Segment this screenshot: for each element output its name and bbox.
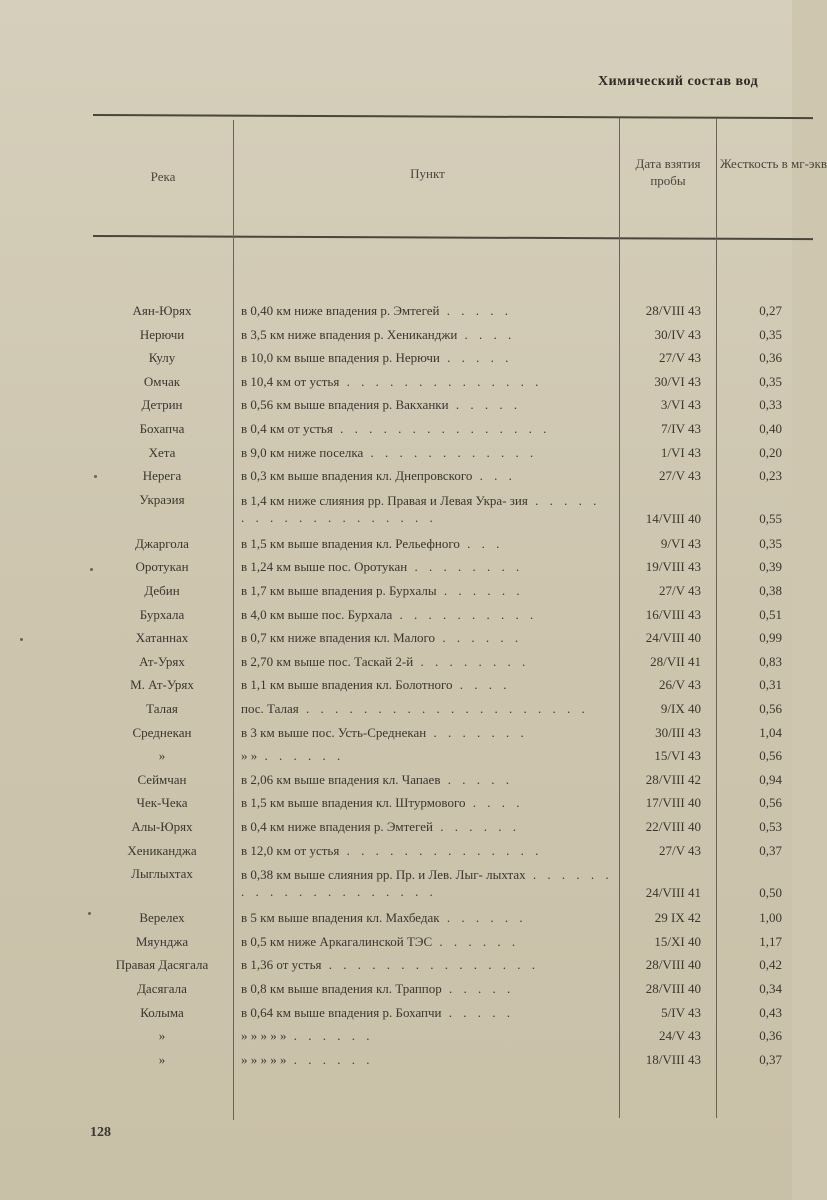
leader-dots: . . . . . . . . . . . . . . bbox=[339, 373, 543, 389]
cell-date: 18/VIII 43 bbox=[645, 1051, 701, 1067]
cell-point-text: в 1,36 от устья bbox=[241, 957, 322, 973]
cell-river: Верелех bbox=[139, 910, 185, 926]
table-row bbox=[0, 607, 792, 630]
cell-hardness: 0,33 bbox=[759, 397, 782, 413]
cell-hardness: 0,40 bbox=[759, 421, 782, 436]
leader-dots: . . . . . . bbox=[439, 910, 527, 926]
cell-point bbox=[241, 492, 613, 526]
cell-hardness: 0,31 bbox=[759, 677, 782, 693]
table-row bbox=[0, 536, 792, 559]
cell-point bbox=[241, 772, 613, 788]
cell-point bbox=[241, 374, 613, 390]
cell-point-text: » » » » » bbox=[241, 1028, 287, 1044]
leader-dots: . . . bbox=[459, 535, 504, 551]
cell-date: 7/IV 43 bbox=[661, 421, 701, 436]
cell-hardness: 0,42 bbox=[759, 957, 782, 973]
leader-dots: . . . . bbox=[457, 326, 516, 342]
cell-hardness: 0,51 bbox=[759, 606, 782, 622]
cell-river: Сеймчан bbox=[137, 771, 187, 787]
cell-point bbox=[241, 957, 613, 973]
leader-dots: . . . . . . bbox=[286, 1028, 374, 1044]
cell-point bbox=[241, 1005, 613, 1021]
cell-point-text: в 0,40 км ниже впадения р. Эмтегей bbox=[241, 303, 440, 318]
table-row bbox=[0, 1005, 792, 1028]
cell-point bbox=[241, 795, 613, 811]
cell-point-text: пос. Талая bbox=[241, 701, 299, 716]
cell-point-text: в 1,4 км ниже слияния рр. Правая и Левая Укра- зия bbox=[241, 492, 528, 508]
cell-point-text: в 0,3 км выше впадения кл. Днепровского bbox=[241, 468, 473, 484]
cell-date: 1/VI 43 bbox=[660, 444, 701, 460]
cell-hardness: 0,23 bbox=[759, 468, 782, 484]
table-row bbox=[0, 910, 792, 933]
running-title: Химический состав вод bbox=[598, 74, 759, 89]
leader-dots: . . . . . bbox=[440, 771, 513, 787]
cell-hardness: 0,56 bbox=[759, 748, 782, 764]
cell-point-text: в 2,06 км выше впадения кл. Чапаев bbox=[241, 771, 441, 787]
cell-date: 24/VIII 40 bbox=[645, 630, 701, 646]
cell-date: 28/VIII 40 bbox=[645, 957, 701, 973]
table-row bbox=[0, 866, 792, 908]
leader-dots: . . . . . . . . . . . . . . . . . . . . bbox=[241, 867, 613, 900]
leader-dots: . . . . . . bbox=[432, 819, 520, 834]
cell-point bbox=[241, 559, 613, 575]
table-row bbox=[0, 748, 792, 771]
table-row bbox=[0, 583, 792, 606]
leader-dots: . . . . . . . . . . . . . . . . . . . bbox=[241, 492, 601, 525]
leader-dots: . . . bbox=[472, 468, 516, 484]
cell-point bbox=[241, 607, 613, 623]
cell-river: Колыма bbox=[140, 1004, 184, 1020]
cell-river: Среднекан bbox=[132, 724, 192, 740]
leader-dots: . . . . bbox=[465, 795, 524, 811]
leader-dots: . . . . . bbox=[448, 397, 522, 413]
cell-point bbox=[241, 748, 613, 764]
cell-point-text: в 0,5 км ниже Аркагалинской ТЭС bbox=[241, 933, 433, 949]
cell-river: Кулу bbox=[148, 350, 176, 366]
cell-river: Ат-Урях bbox=[139, 653, 185, 669]
leader-dots: . . . . . . . . . . . . bbox=[363, 444, 538, 460]
cell-river: Мяунджа bbox=[135, 933, 189, 949]
cell-point bbox=[241, 934, 613, 950]
cell-date: 27/V 43 bbox=[658, 468, 701, 484]
table-row bbox=[0, 350, 792, 373]
cell-date: 5/IV 43 bbox=[661, 1004, 701, 1020]
cell-point bbox=[241, 981, 613, 997]
cell-date: 3/VI 43 bbox=[660, 397, 701, 413]
cell-point bbox=[241, 843, 613, 859]
cell-hardness: 0,34 bbox=[759, 981, 782, 996]
leader-dots: . . . . bbox=[452, 677, 511, 693]
cell-date: 28/VII 41 bbox=[650, 653, 701, 669]
cell-point-text: в 4,0 км выше пос. Бурхала bbox=[241, 606, 393, 622]
header-river: Река bbox=[150, 169, 176, 184]
print-speck bbox=[90, 568, 93, 571]
cell-river: Джаргола bbox=[135, 535, 189, 551]
leader-dots: . . . . . bbox=[441, 981, 515, 996]
table-row bbox=[0, 957, 792, 980]
cell-point-text: в 12,0 км от устья bbox=[241, 842, 340, 858]
leader-dots: . . . . . bbox=[439, 350, 513, 366]
cell-river: Нерючи bbox=[139, 326, 185, 342]
table-row bbox=[0, 327, 792, 350]
cell-river: Дасягала bbox=[137, 981, 187, 996]
leader-dots: . . . . . . . bbox=[426, 724, 528, 740]
cell-point bbox=[241, 350, 613, 366]
cell-hardness: 0,53 bbox=[759, 819, 782, 834]
header-hardness: Жесткость в мг-экв bbox=[720, 156, 827, 171]
page-number: 128 bbox=[90, 1125, 111, 1140]
cell-river: Алы-Юрях bbox=[131, 819, 193, 834]
cell-river: Лыглыхтах bbox=[131, 866, 193, 882]
leader-dots: . . . . . . bbox=[435, 630, 523, 646]
cell-river: Украэия bbox=[139, 491, 185, 507]
table-row bbox=[0, 934, 792, 957]
cell-point-text: в 0,7 км ниже впадения кл. Малого bbox=[241, 630, 436, 646]
cell-point-text: в 1,1 км выше впадения кл. Болотного bbox=[241, 677, 453, 693]
cell-date: 26/V 43 bbox=[658, 677, 701, 693]
cell-date: 9/VI 43 bbox=[660, 535, 701, 551]
cell-river: Нерега bbox=[142, 468, 182, 484]
table-top-rule bbox=[93, 114, 813, 119]
cell-point-text: в 3 км выше пос. Усть-Среднекан bbox=[241, 724, 427, 740]
cell-hardness: 0,36 bbox=[759, 1028, 782, 1044]
cell-date: 14/VIII 40 bbox=[645, 510, 701, 526]
cell-point bbox=[241, 654, 613, 670]
leader-dots: . . . . . . . . . . . . . . bbox=[339, 842, 543, 858]
cell-date: 19/VIII 43 bbox=[645, 559, 701, 575]
cell-point bbox=[241, 445, 613, 461]
cell-river: Аян-Юрях bbox=[132, 303, 192, 318]
cell-point-text: в 0,4 км ниже впадения р. Эмтегей bbox=[241, 819, 433, 834]
leader-dots: . . . . . . . . bbox=[413, 653, 530, 669]
cell-hardness: 0,27 bbox=[759, 303, 782, 318]
leader-dots: . . . . . . bbox=[286, 1051, 374, 1067]
cell-point-text: в 0,64 км выше впадения р. Бохапчи bbox=[241, 1004, 442, 1020]
header-point: Пункт bbox=[410, 166, 445, 181]
cell-date: 28/VIII 40 bbox=[645, 981, 701, 996]
table-row bbox=[0, 795, 792, 818]
table-row bbox=[0, 374, 792, 397]
table-row bbox=[0, 445, 792, 468]
cell-river: Хатаннах bbox=[135, 630, 189, 646]
cell-river: » bbox=[158, 1051, 166, 1067]
cell-point-text: в 9,0 км ниже поселка bbox=[241, 444, 364, 460]
cell-hardness: 0,36 bbox=[759, 350, 782, 366]
print-speck bbox=[88, 912, 91, 915]
cell-date: 15/VI 43 bbox=[654, 748, 701, 764]
cell-date: 17/VIII 40 bbox=[645, 795, 701, 811]
cell-date: 24/VIII 41 bbox=[645, 885, 701, 901]
cell-hardness: 0,94 bbox=[759, 771, 782, 787]
cell-hardness: 0,35 bbox=[759, 535, 782, 551]
cell-date: 30/IV 43 bbox=[654, 326, 701, 342]
cell-hardness: 0,37 bbox=[759, 842, 782, 858]
cell-point bbox=[241, 1028, 613, 1044]
print-speck bbox=[94, 475, 97, 478]
cell-river: Оротукан bbox=[135, 559, 189, 575]
cell-date: 22/VIII 40 bbox=[645, 819, 701, 834]
cell-point-text: в 1,5 км выше впадения кл. Рельефного bbox=[241, 535, 460, 551]
cell-point bbox=[241, 630, 613, 646]
cell-hardness: 0,43 bbox=[759, 1004, 782, 1020]
cell-river: Чек-Чека bbox=[136, 795, 188, 811]
table-row bbox=[0, 630, 792, 653]
cell-river: » bbox=[158, 1028, 166, 1044]
cell-river: Омчак bbox=[143, 373, 181, 389]
table-row bbox=[0, 1028, 792, 1051]
cell-hardness: 0,35 bbox=[759, 326, 782, 342]
cell-river: Дебин bbox=[144, 583, 180, 598]
table-row bbox=[0, 772, 792, 795]
cell-hardness: 0,50 bbox=[759, 885, 782, 901]
cell-point bbox=[241, 701, 613, 717]
cell-date: 27/V 43 bbox=[658, 842, 701, 858]
table-row bbox=[0, 1052, 792, 1075]
cell-date: 30/III 43 bbox=[655, 724, 701, 740]
table-row bbox=[0, 468, 792, 491]
cell-point bbox=[241, 397, 613, 413]
leader-dots: . . . . . . bbox=[436, 583, 524, 598]
cell-point-text: в 1,5 км выше впадения кл. Штурмового bbox=[241, 795, 466, 811]
cell-river: Бурхала bbox=[139, 606, 185, 622]
cell-river: Талая bbox=[146, 701, 178, 716]
cell-hardness: 1,00 bbox=[759, 910, 782, 926]
table-row bbox=[0, 421, 792, 444]
leader-dots: . . . . . bbox=[441, 1004, 514, 1020]
cell-river: Детрин bbox=[141, 397, 183, 413]
cell-point bbox=[241, 583, 613, 599]
cell-hardness: 0,39 bbox=[759, 559, 782, 575]
table-header-rule bbox=[93, 235, 813, 240]
table-row bbox=[0, 677, 792, 700]
cell-point bbox=[241, 421, 613, 437]
table-row bbox=[0, 654, 792, 677]
cell-point-text: в 2,70 км выше пос. Таскай 2-й bbox=[241, 653, 414, 669]
cell-point bbox=[241, 1052, 613, 1068]
cell-hardness: 0,56 bbox=[759, 795, 782, 811]
cell-hardness: 0,56 bbox=[759, 701, 782, 716]
leader-dots: . . . . . . . . . . . . . . . bbox=[321, 957, 540, 973]
leader-dots: . . . . . . . . . . . . . . . bbox=[332, 421, 551, 436]
cell-point-text: в 1,7 км выше впадения р. Бурхалы bbox=[241, 583, 437, 598]
leader-dots: . . . . . . . . . . . . . . . . . . . . bbox=[298, 701, 589, 716]
cell-date: 28/VIII 42 bbox=[645, 771, 701, 787]
table-row bbox=[0, 725, 792, 748]
table-row bbox=[0, 843, 792, 866]
cell-hardness: 1,17 bbox=[759, 933, 782, 949]
cell-point bbox=[241, 303, 613, 319]
cell-point-text: в 3,5 км ниже впадения р. Хениканджи bbox=[241, 326, 458, 342]
cell-hardness: 0,83 bbox=[759, 653, 782, 669]
cell-point-text: » » » » » bbox=[241, 1051, 287, 1067]
cell-point bbox=[241, 677, 613, 693]
cell-date: 28/VIII 43 bbox=[645, 303, 701, 318]
table-row bbox=[0, 559, 792, 582]
cell-hardness: 0,38 bbox=[759, 583, 782, 598]
cell-point bbox=[241, 725, 613, 741]
table-row bbox=[0, 819, 792, 842]
cell-point bbox=[241, 819, 613, 835]
cell-hardness: 0,99 bbox=[759, 630, 782, 646]
cell-point-text: в 0,38 км выше слияния рр. Пр. и Лев. Лыг- лыхтах bbox=[241, 867, 526, 883]
cell-point-text: в 0,8 км выше впадения кл. Траппор bbox=[241, 981, 442, 996]
table-row bbox=[0, 397, 792, 420]
cell-point-text: в 10,4 км от устья bbox=[241, 373, 340, 389]
cell-point-text: в 5 км выше впадения кл. Махбедак bbox=[241, 910, 440, 926]
table-row bbox=[0, 981, 792, 1004]
leader-dots: . . . . . . bbox=[432, 933, 520, 949]
cell-date: 29 IX 42 bbox=[654, 910, 701, 926]
cell-point bbox=[241, 536, 613, 552]
leader-dots: . . . . . . . . bbox=[407, 559, 524, 575]
leader-dots: . . . . . . . . . . bbox=[392, 606, 538, 622]
leader-dots: . . . . . . bbox=[257, 748, 345, 764]
print-speck bbox=[20, 638, 23, 641]
cell-date: 16/VIII 43 bbox=[645, 606, 701, 622]
cell-point-text: в 1,24 км выше пос. Оротукан bbox=[241, 559, 408, 575]
cell-river: Хениканджа bbox=[127, 842, 197, 858]
table-row bbox=[0, 701, 792, 724]
table-row bbox=[0, 303, 792, 326]
cell-river: Хета bbox=[148, 444, 176, 460]
leader-dots: . . . . . bbox=[439, 303, 512, 318]
cell-point-text: в 0,56 км выше впадения р. Вакханки bbox=[241, 397, 449, 413]
cell-hardness: 1,04 bbox=[759, 724, 782, 740]
cell-hardness: 0,20 bbox=[759, 444, 782, 460]
cell-river: М. Ат-Урях bbox=[130, 677, 194, 693]
cell-date: 27/V 43 bbox=[658, 583, 701, 598]
cell-date: 30/VI 43 bbox=[654, 373, 701, 389]
cell-river: » bbox=[158, 748, 166, 764]
cell-river: Правая Дасягала bbox=[115, 957, 209, 973]
cell-point-text: » » bbox=[241, 748, 258, 764]
cell-point-text: в 10,0 км выше впадения р. Нерючи bbox=[241, 350, 440, 366]
cell-hardness: 0,37 bbox=[759, 1051, 782, 1067]
cell-point-text: в 0,4 км от устья bbox=[241, 421, 333, 436]
cell-date: 27/V 43 bbox=[658, 350, 701, 366]
cell-date: 15/XI 40 bbox=[654, 933, 701, 949]
header-date: Дата взятия пробы bbox=[635, 156, 701, 188]
cell-point bbox=[241, 866, 613, 900]
cell-point bbox=[241, 468, 613, 484]
cell-hardness: 0,55 bbox=[759, 510, 782, 526]
cell-date: 9/IX 40 bbox=[660, 701, 701, 716]
cell-river: Бохапча bbox=[139, 421, 185, 436]
cell-point bbox=[241, 910, 613, 926]
cell-hardness: 0,35 bbox=[759, 373, 782, 389]
cell-date: 24/V 43 bbox=[658, 1028, 701, 1044]
table-row bbox=[0, 492, 792, 534]
cell-point bbox=[241, 327, 613, 343]
